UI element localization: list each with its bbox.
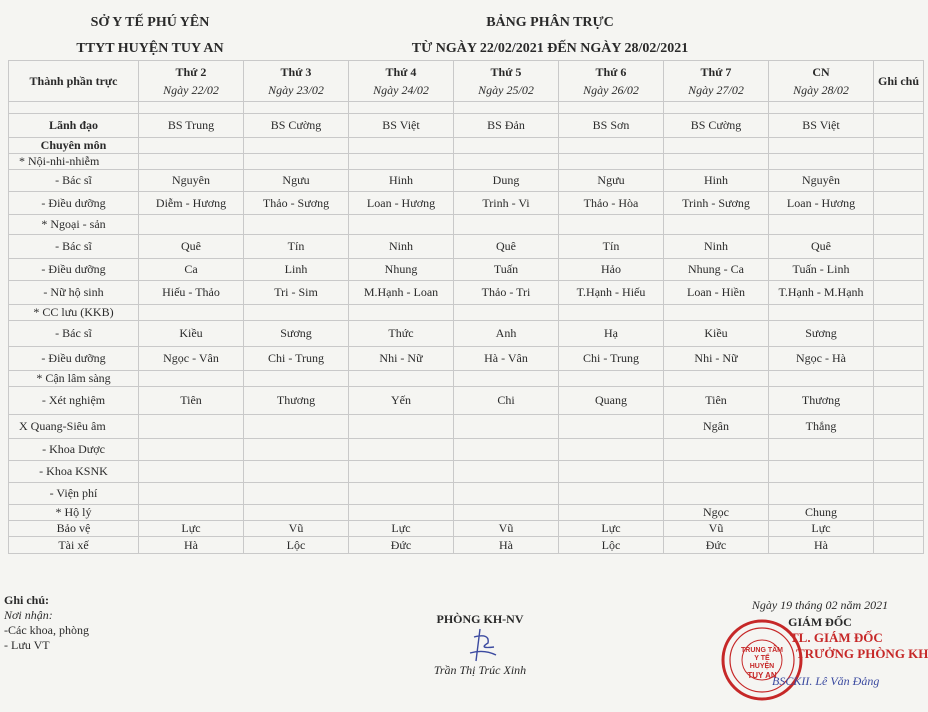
- signing-date: Ngày 19 tháng 02 năm 2021: [751, 598, 889, 612]
- day-date: Ngày 24/02: [373, 83, 429, 97]
- duty-cell: [664, 138, 769, 154]
- duty-cell: Lộc: [559, 537, 664, 554]
- duty-cell: [244, 305, 349, 321]
- on-behalf-title: TL. GIÁM ĐỐC: [790, 630, 883, 645]
- duty-cell: [664, 439, 769, 461]
- notes-cell: [874, 192, 924, 215]
- notes-cell: [874, 154, 924, 170]
- duty-cell: BS Sơn: [559, 114, 664, 138]
- duty-cell: [664, 461, 769, 483]
- duty-cell: BS Việt: [349, 114, 454, 138]
- duty-cell: [769, 371, 874, 387]
- notes-cell: [874, 505, 924, 521]
- duty-cell: [559, 371, 664, 387]
- duty-cell: [139, 439, 244, 461]
- department-signature-block: [400, 612, 560, 678]
- duty-cell: Nguyên: [769, 170, 874, 192]
- duty-cell: Nhung: [349, 259, 454, 281]
- row-label: - Bác sĩ: [9, 321, 139, 347]
- notes-cell: [874, 138, 924, 154]
- notes-cell: [874, 521, 924, 537]
- notes-block: [4, 593, 89, 653]
- table-row: [9, 192, 924, 215]
- duty-cell: [349, 102, 454, 114]
- duty-cell: Nguyên: [139, 170, 244, 192]
- table-row: [9, 387, 924, 415]
- duty-cell: Lực: [349, 521, 454, 537]
- duty-cell: [664, 154, 769, 170]
- duty-cell: Sương: [769, 321, 874, 347]
- duty-cell: Tuấn: [454, 259, 559, 281]
- duty-cell: [454, 461, 559, 483]
- duty-cell: [139, 215, 244, 235]
- issuer-block: [40, 10, 260, 62]
- duty-cell: [769, 439, 874, 461]
- row-label: Lãnh đạo: [9, 114, 139, 138]
- row-label: - Nữ hộ sinh: [9, 281, 139, 305]
- row-label: * CC lưu (KKB): [9, 305, 139, 321]
- row-label: - Xét nghiệm: [9, 387, 139, 415]
- duty-cell: Quê: [454, 235, 559, 259]
- duty-cell: Ngân: [664, 415, 769, 439]
- duty-cell: [769, 154, 874, 170]
- duty-cell: Hinh: [664, 170, 769, 192]
- duty-cell: Tiên: [664, 387, 769, 415]
- duty-cell: [664, 215, 769, 235]
- duty-cell: Hạ: [559, 321, 664, 347]
- duty-cell: [244, 154, 349, 170]
- row-label: - Bác sĩ: [9, 170, 139, 192]
- duty-cell: [349, 415, 454, 439]
- duty-cell: [139, 371, 244, 387]
- notes-cell: [874, 461, 924, 483]
- duty-cell: [349, 215, 454, 235]
- duty-cell: Anh: [454, 321, 559, 347]
- duty-cell: Ngọc - Vân: [139, 347, 244, 371]
- duty-cell: BS Cường: [664, 114, 769, 138]
- duty-cell: Tuấn - Linh: [769, 259, 874, 281]
- director-signer-name: BSCKII. Lê Văn Đảng: [772, 674, 880, 688]
- table-row: [9, 347, 924, 371]
- duty-cell: Lộc: [244, 537, 349, 554]
- svg-text:HUYỆN: HUYỆN: [749, 663, 775, 670]
- org-department: SỞ Y TẾ PHÚ YÊN: [90, 15, 210, 30]
- duty-cell: Ninh: [349, 235, 454, 259]
- duty-cell: [559, 505, 664, 521]
- department-title: PHÒNG KH-NV: [436, 612, 524, 626]
- duty-cell: [559, 439, 664, 461]
- day-name: CN: [812, 65, 830, 79]
- duty-cell: [349, 505, 454, 521]
- duty-cell: Chung: [769, 505, 874, 521]
- duty-cell: [769, 305, 874, 321]
- duty-cell: Vũ: [244, 521, 349, 537]
- duty-cell: [349, 305, 454, 321]
- duty-cell: Dung: [454, 170, 559, 192]
- duty-cell: [664, 371, 769, 387]
- duty-cell: BS Đản: [454, 114, 559, 138]
- duty-cell: Lực: [559, 521, 664, 537]
- table-row: [9, 415, 924, 439]
- duty-cell: Loan - Hiền: [664, 281, 769, 305]
- table-row: [9, 259, 924, 281]
- notes-cell: [874, 347, 924, 371]
- table-row: [9, 170, 924, 192]
- duty-cell: BS Việt: [769, 114, 874, 138]
- duty-cell: Ninh: [664, 235, 769, 259]
- notes-title: Ghi chú:: [4, 593, 50, 607]
- duty-cell: Hảo: [559, 259, 664, 281]
- row-label: X Quang-Siêu âm: [9, 415, 139, 439]
- duty-cell: Hà - Vân: [454, 347, 559, 371]
- duty-cell: Thắng: [769, 415, 874, 439]
- column-header-day: [559, 61, 664, 102]
- duty-cell: Loan - Hương: [349, 192, 454, 215]
- notes-cell: [874, 170, 924, 192]
- row-label: * Hộ lý: [9, 505, 139, 521]
- duty-cell: [349, 138, 454, 154]
- duty-cell: Yến: [349, 387, 454, 415]
- duty-cell: [349, 371, 454, 387]
- duty-cell: Nhi - Nữ: [664, 347, 769, 371]
- duty-cell: [559, 461, 664, 483]
- duty-cell: [139, 305, 244, 321]
- row-label: - Điều dưỡng: [9, 347, 139, 371]
- recipient-item: -Các khoa, phòng: [4, 623, 89, 637]
- day-date: Ngày 27/02: [688, 83, 744, 97]
- day-name: Thứ 2: [175, 65, 207, 79]
- table-row: [9, 215, 924, 235]
- table-row: [9, 102, 924, 114]
- duty-cell: Hà: [769, 537, 874, 554]
- day-name: Thứ 7: [700, 65, 732, 79]
- row-label: - Khoa KSNK: [9, 461, 139, 483]
- duty-cell: M.Hạnh - Loan: [349, 281, 454, 305]
- duty-cell: Tri - Sim: [244, 281, 349, 305]
- table-row: [9, 281, 924, 305]
- table-row: [9, 138, 924, 154]
- row-label: Bảo vệ: [9, 521, 139, 537]
- duty-cell: [244, 215, 349, 235]
- duty-cell: [349, 483, 454, 505]
- table-row: [9, 537, 924, 554]
- row-label: Chuyên môn: [9, 138, 139, 154]
- duty-cell: Sương: [244, 321, 349, 347]
- duty-cell: [454, 154, 559, 170]
- duty-cell: [244, 505, 349, 521]
- duty-cell: Vũ: [454, 521, 559, 537]
- duty-cell: Tín: [244, 235, 349, 259]
- notes-cell: [874, 114, 924, 138]
- document-title: BẢNG PHÂN TRỰC: [486, 15, 614, 30]
- director-signature-block: [712, 598, 928, 689]
- table-row: [9, 235, 924, 259]
- duty-cell: [559, 102, 664, 114]
- duty-cell: [244, 371, 349, 387]
- department-signer-name: Trần Thị Trúc Xinh: [433, 663, 527, 677]
- row-label: - Điều dưỡng: [9, 259, 139, 281]
- duty-cell: [454, 371, 559, 387]
- duty-cell: [139, 505, 244, 521]
- duty-cell: Ngọc - Hà: [769, 347, 874, 371]
- notes-cell: [874, 387, 924, 415]
- duty-cell: Hà: [454, 537, 559, 554]
- row-label: Tài xế: [9, 537, 139, 554]
- table-row: [9, 505, 924, 521]
- day-name: Thứ 6: [595, 65, 627, 79]
- duty-cell: [139, 461, 244, 483]
- duty-cell: [454, 505, 559, 521]
- duty-cell: Ca: [139, 259, 244, 281]
- duty-cell: Nhung - Ca: [664, 259, 769, 281]
- head-of-department-title: TRƯỞNG PHÒNG KH: [796, 646, 928, 661]
- duty-cell: [664, 483, 769, 505]
- duty-cell: [244, 102, 349, 114]
- notes-cell: [874, 259, 924, 281]
- column-header-role: Thành phần trực: [9, 61, 139, 102]
- duty-cell: Diễm - Hương: [139, 192, 244, 215]
- duty-cell: Ngọc: [664, 505, 769, 521]
- notes-cell: [874, 537, 924, 554]
- duty-cell: [769, 483, 874, 505]
- duty-cell: Nhi - Nữ: [349, 347, 454, 371]
- duty-cell: Kiều: [664, 321, 769, 347]
- duty-cell: [559, 138, 664, 154]
- handwritten-signature: [400, 627, 560, 663]
- column-header-day: [664, 61, 769, 102]
- notes-cell: [874, 415, 924, 439]
- table-row: [9, 461, 924, 483]
- row-label: - Bác sĩ: [9, 235, 139, 259]
- table-row: [9, 521, 924, 537]
- row-label: [9, 102, 139, 114]
- duty-cell: T.Hạnh - M.Hạnh: [769, 281, 874, 305]
- duty-cell: Tiên: [139, 387, 244, 415]
- notes-cell: [874, 305, 924, 321]
- duty-roster-table: [8, 60, 924, 554]
- duty-cell: Lực: [139, 521, 244, 537]
- duty-cell: [139, 102, 244, 114]
- table-row: [9, 483, 924, 505]
- table-row: [9, 305, 924, 321]
- notes-cell: [874, 102, 924, 114]
- notes-cell: [874, 371, 924, 387]
- duty-cell: Linh: [244, 259, 349, 281]
- day-date: Ngày 22/02: [163, 83, 219, 97]
- day-name: Thứ 4: [385, 65, 417, 79]
- duty-cell: [454, 305, 559, 321]
- column-header-day: [349, 61, 454, 102]
- duty-cell: Hiếu - Thảo: [139, 281, 244, 305]
- svg-text:Y TẾ: Y TẾ: [754, 655, 770, 662]
- duty-cell: [664, 102, 769, 114]
- notes-cell: [874, 321, 924, 347]
- notes-cell: [874, 281, 924, 305]
- duty-cell: Hinh: [349, 170, 454, 192]
- duty-cell: [349, 154, 454, 170]
- table-row: [9, 114, 924, 138]
- duty-cell: Vũ: [664, 521, 769, 537]
- column-header-notes: Ghi chú: [874, 61, 924, 102]
- duty-cell: [559, 154, 664, 170]
- day-date: Ngày 28/02: [793, 83, 849, 97]
- row-label: - Khoa Dược: [9, 439, 139, 461]
- duty-cell: Thương: [244, 387, 349, 415]
- row-label: * Ngoại - sản: [9, 215, 139, 235]
- day-date: Ngày 25/02: [478, 83, 534, 97]
- column-header-day: [244, 61, 349, 102]
- duty-cell: [454, 102, 559, 114]
- table-header-row: [9, 61, 924, 102]
- duty-cell: Quê: [139, 235, 244, 259]
- duty-cell: BS Trung: [139, 114, 244, 138]
- duty-cell: Trinh - Vi: [454, 192, 559, 215]
- duty-cell: [559, 305, 664, 321]
- duty-cell: [244, 138, 349, 154]
- column-header-day: [454, 61, 559, 102]
- duty-cell: [139, 415, 244, 439]
- duty-cell: BS Cường: [244, 114, 349, 138]
- svg-text:TUY AN: TUY AN: [747, 671, 777, 680]
- recipients-title: Nơi nhận:: [4, 608, 53, 622]
- svg-text:TRUNG TÂM: TRUNG TÂM: [741, 647, 783, 654]
- row-label: - Viện phí: [9, 483, 139, 505]
- duty-cell: [244, 415, 349, 439]
- day-date: Ngày 23/02: [268, 83, 324, 97]
- duty-cell: [664, 305, 769, 321]
- table-row: [9, 439, 924, 461]
- duty-cell: [139, 483, 244, 505]
- duty-cell: Thức: [349, 321, 454, 347]
- duty-cell: Ngưu: [244, 170, 349, 192]
- duty-cell: Quang: [559, 387, 664, 415]
- duty-cell: [139, 138, 244, 154]
- notes-cell: [874, 235, 924, 259]
- duty-cell: Trinh - Sương: [664, 192, 769, 215]
- duty-cell: Đức: [349, 537, 454, 554]
- duty-cell: [454, 439, 559, 461]
- duty-cell: [769, 102, 874, 114]
- row-label: - Điều dưỡng: [9, 192, 139, 215]
- duty-cell: Đức: [664, 537, 769, 554]
- duty-cell: Quê: [769, 235, 874, 259]
- duty-cell: [454, 415, 559, 439]
- duty-cell: Chi - Trung: [559, 347, 664, 371]
- duty-cell: Thảo - Hòa: [559, 192, 664, 215]
- duty-cell: [769, 215, 874, 235]
- recipient-item: - Lưu VT: [4, 638, 50, 652]
- duty-cell: Thảo - Sương: [244, 192, 349, 215]
- duty-cell: [454, 138, 559, 154]
- duty-cell: Hà: [139, 537, 244, 554]
- duty-cell: Tín: [559, 235, 664, 259]
- duty-cell: [349, 461, 454, 483]
- duty-cell: [454, 215, 559, 235]
- duty-cell: Loan - Hương: [769, 192, 874, 215]
- duty-cell: Chi: [454, 387, 559, 415]
- column-header-day: [139, 61, 244, 102]
- duty-cell: Thương: [769, 387, 874, 415]
- duty-cell: Lực: [769, 521, 874, 537]
- row-label: * Cận lâm sàng: [9, 371, 139, 387]
- duty-cell: Chi - Trung: [244, 347, 349, 371]
- notes-cell: [874, 215, 924, 235]
- table-row: [9, 154, 924, 170]
- duty-cell: [769, 138, 874, 154]
- date-range: TỪ NGÀY 22/02/2021 ĐẾN NGÀY 28/02/2021: [411, 41, 689, 56]
- duty-cell: [244, 461, 349, 483]
- signature-icon: [450, 627, 510, 663]
- table-row: [9, 371, 924, 387]
- duty-cell: [559, 415, 664, 439]
- duty-cell: [454, 483, 559, 505]
- notes-cell: [874, 483, 924, 505]
- duty-cell: Kiều: [139, 321, 244, 347]
- duty-cell: T.Hạnh - Hiếu: [559, 281, 664, 305]
- org-center: TTYT HUYỆN TUY AN: [76, 41, 224, 56]
- duty-cell: [244, 483, 349, 505]
- day-name: Thứ 5: [490, 65, 522, 79]
- duty-cell: [349, 439, 454, 461]
- director-title: GIÁM ĐỐC: [788, 615, 852, 629]
- day-name: Thứ 3: [280, 65, 312, 79]
- duty-cell: [559, 215, 664, 235]
- column-header-day: [769, 61, 874, 102]
- notes-cell: [874, 439, 924, 461]
- duty-cell: [769, 461, 874, 483]
- duty-cell: [244, 439, 349, 461]
- title-block: [320, 10, 780, 62]
- duty-cell: Thảo - Tri: [454, 281, 559, 305]
- day-date: Ngày 26/02: [583, 83, 639, 97]
- table-row: [9, 321, 924, 347]
- row-label: * Nội-nhi-nhiễm: [9, 154, 139, 170]
- duty-cell: Ngưu: [559, 170, 664, 192]
- duty-cell: [139, 154, 244, 170]
- duty-cell: [559, 483, 664, 505]
